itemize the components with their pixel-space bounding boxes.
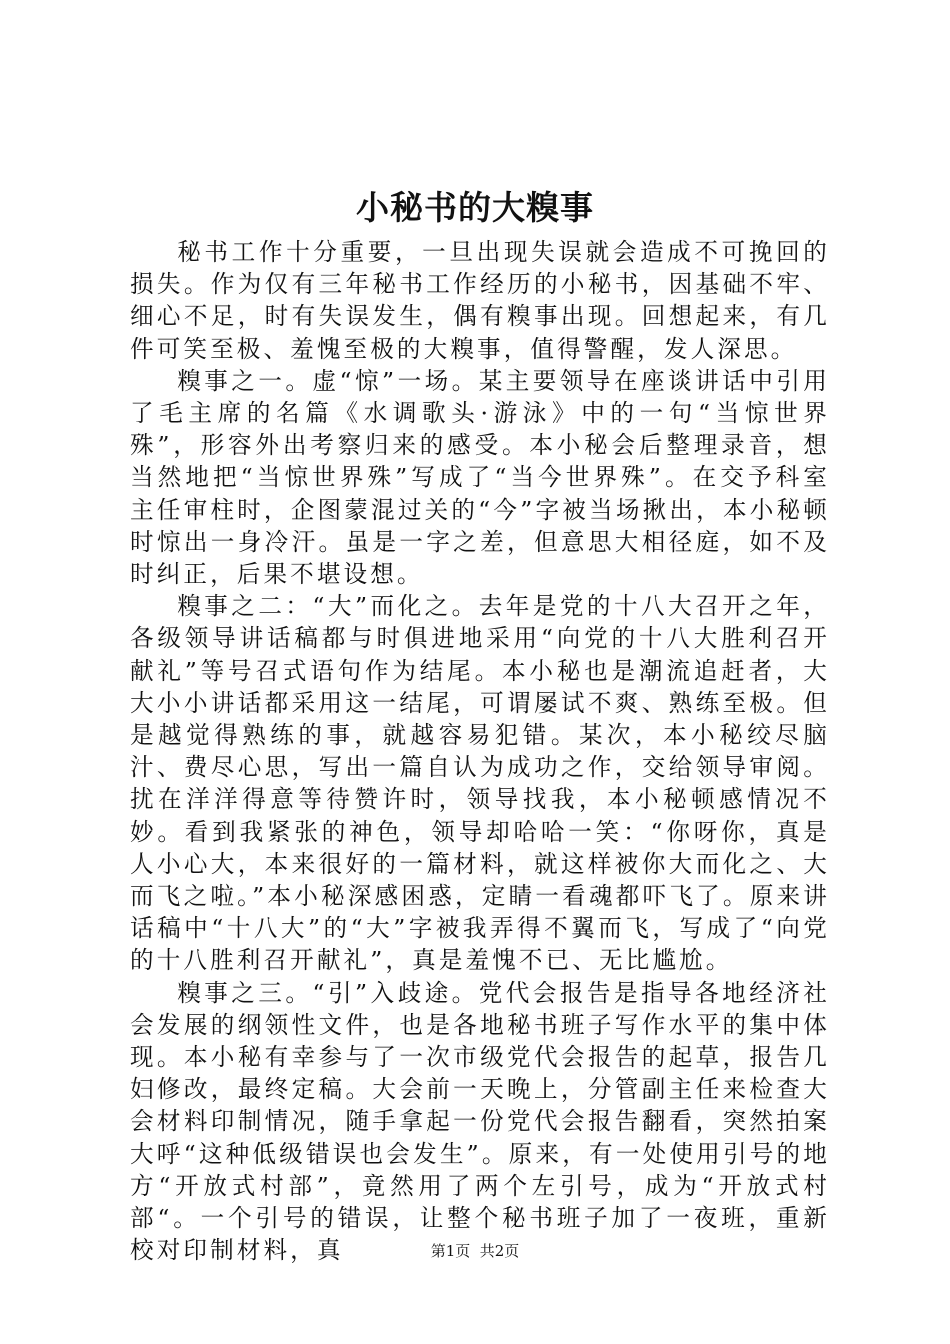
document-title: 小秘书的大糗事 [356, 188, 594, 227]
paragraph-incident-three: 糗事之三。“引”入歧途。党代会报告是指导各地经济社会发展的纲领性文件，也是各地秘书班子写作水平的集中体现。本小秘有幸参与了一次市级党代会报告的起草，报告几妇修改，最终定稿。大会前一天晚上，分管副主任来检查大会材料印制情况，随手拿起一份党代会报告翻看，突然拍案大呼“这种低级错误也会发生”。原来，有一处使用引号的地方“开放式村部”，竟然用了两个左引号，成为“开放式村部“。一个引号的错误，让整个秘书班子加了一夜班，重新校对印制材料，真 [130, 978, 830, 1265]
document-body [130, 236, 830, 1267]
page-number-footer: 第1页 共2页 [430, 1242, 520, 1260]
paragraph-incident-one: 糗事之一。虚“惊”一场。某主要领导在座谈讲话中引用了毛主席的名篇《水调歌头·游泳》中的一句“当惊世界殊”，形容外出考察归来的感受。本小秘会后整理录音，想当然地把“当惊世界殊”写成了“当今世界殊”。在交予科室主任审柱时，企图蒙混过关的“今”字被当场揪出，本小秘顿时惊出一身冷汗。虽是一字之差，但意思大相径庭，如不及时纠正，后果不堪设想。 [130, 366, 830, 589]
paragraph-incident-two: 糗事之二：“大”而化之。去年是党的十八大召开之年，各级领导讲话稿都与时俱进地采用“向党的十八大胜利召开献礼”等号召式语句作为结尾。本小秘也是潮流追赶者，大大小小讲话都采用这一结尾，可谓屡试不爽、熟练至极。但是越觉得熟练的事，就越容易犯错。某次，本小秘绞尽脑汁、费尽心思，写出一篇自认为成功之作，交给领导审阅。扰在洋洋得意等待赞许时，领导找我，本小秘顿感情况不妙。看到我紧张的神色，领导却哈哈一笑：“你呀你，真是人小心大，本来很好的一篇材料，就这样被你大而化之、大而飞之啦。”本小秘深感困惑，定睛一看魂都吓飞了。原来讲话稿中“十八大”的“大”字被我弄得不翼而飞，写成了“向党的十八胜利召开献礼”，真是羞愧不已、无比尴尬。 [130, 592, 830, 975]
paragraph-intro: 秘书工作十分重要，一旦出现失误就会造成不可挽回的损失。作为仅有三年秘书工作经历的小秘书，因基础不牢、细心不足，时有失误发生，偶有糗事出现。回想起来，有几件可笑至极、羞愧至极的大糗事，值得警醒，发人深思。 [130, 238, 830, 363]
